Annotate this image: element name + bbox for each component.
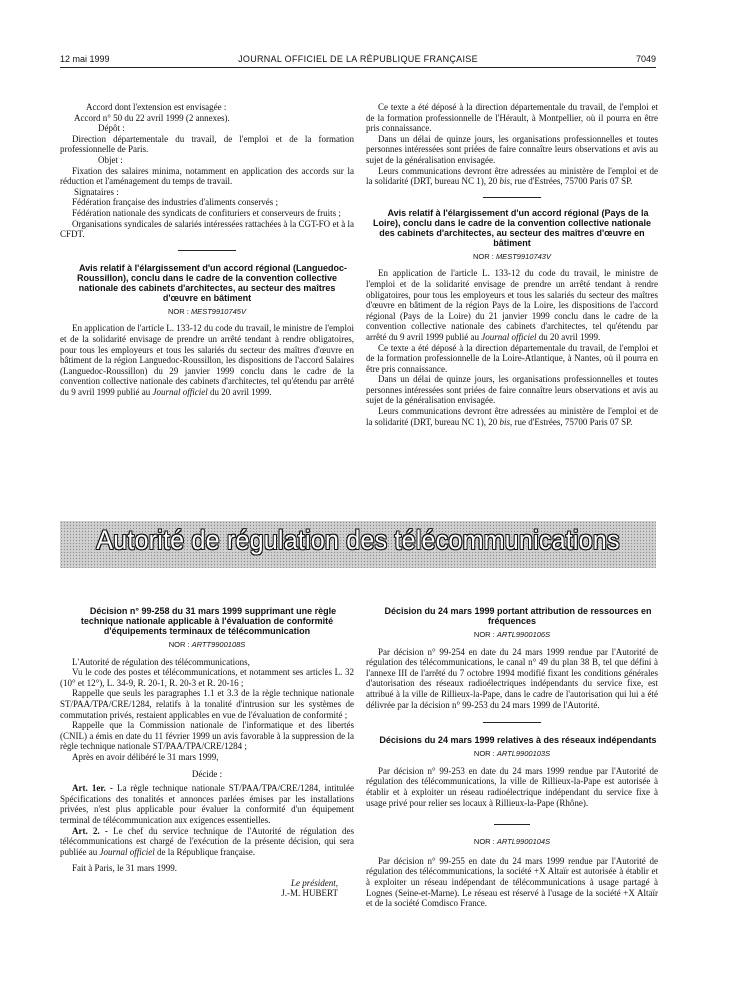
paragraph: En application de l'article L. 133-12 du code du travail, le ministre de l'emploi et de la solidarité envisage de prendre un arrêté tendant à rendre obligatoires, pour tous les employeurs et tous les salariés du secteur des maîtres d'œuvre en bâtiment de la région Pays de la Loire, les dispositions de l'accord régional (Pays de la Loire) du 21 janvier 1999 conclu dans le cadre de la convention collective nationale des cabinets d'architectes, tel qu'étendu par arrêté du 9 avril 1999 publié au Journal officiel du 20 avril 1999. <box>366 268 658 342</box>
nor-reference: NOR : ARTL9900103S <box>473 749 551 759</box>
paragraph: Fédération nationale des syndicats de confituriers et conserveurs de fruits ; <box>72 207 341 218</box>
decision-title: Décision n° 99-258 du 31 mars 1999 supprimant une règle technique nationale applicable à l'évaluation de conformité d'équipements terminaux de télécommunication <box>80 606 337 636</box>
nor-code: ARTL9900104S <box>496 837 551 847</box>
nor-reference: NOR : ARTL9900106S <box>473 630 551 639</box>
nor-code: ARTL9900103S <box>496 749 551 759</box>
nor-code: MEST9910745V <box>190 306 246 316</box>
right-bottom-column <box>366 606 658 909</box>
section-banner <box>60 521 656 568</box>
paragraph: Après en avoir délibéré le 31 mars 1999, <box>72 751 219 762</box>
nor-code: ARTL9900106S <box>496 630 551 639</box>
nor-reference: NOR : MEST9910743V <box>473 251 551 261</box>
paragraph: Fédération française des industries d'aliments conservés ; <box>72 197 279 208</box>
nor-reference: NOR : ARTT9900108S <box>168 640 246 649</box>
right-top-column <box>366 102 658 427</box>
paragraph: Accord dont l'extension est envisagée : <box>86 102 227 112</box>
decision-title: Décisions du 24 mars 1999 relatives à des réseaux indépendants <box>379 735 657 746</box>
paragraph: Ce texte a été déposé à la direction départementale du travail, de l'emploi et de la formation professionnelle de la Loire-Atlantique, à Nantes, où il pourra en être pris connaissance. <box>366 342 658 374</box>
paragraph: Par décision n° 99-254 en date du 24 mars 1999 rendue par l'Autorité de régulation des télécommunications, le canal n° 49 du plan 38 B, tel que défini à l'annexe III de l'arrêté du 7 octobre 1994 modifié fixant les conditions générales d'autorisation des réseaux radioélectriques indépendants du service fixe, est attribué à la ville de Rillieux-la-Pape, dans le cadre de l'autorisation qui lui a été délivrée par la décision n° 99-253 du 24 mars 1999 de l'Autorité. <box>366 646 658 710</box>
paragraph: Dans un délai de quinze jours, les organisations professionnelles et toutes personnes intéressées sont priées de faire connaître leurs observations et avis au sujet de la généralisation envisagée. <box>366 133 658 165</box>
nor-code: ARTT9900108S <box>191 640 246 649</box>
paragraph: En application de l'article L. 133-12 du code du travail, le ministre de l'emploi et de la solidarité envisage de prendre un arrêté tendant à rendre obligatoires, pour tous les employeurs et tous les salariés du secteur des maîtres d'œuvre en bâtiment de la région Languedoc-Roussillon, les dispositions de l'accord Salaires (Languedoc-Roussillon) du 29 janvier 1999 conclu dans le cadre de la convention collective nationale des cabinets d'architectes, tel qu'étendu par arrêté du 9 avril 1999 publié au Journal officiel du 20 avril 1999. <box>60 323 354 397</box>
paragraph: Dans un délai de quinze jours, les organisations professionnelles et toutes personnes intéressées sont priées de faire connaître leurs observations et avis au sujet de la généralisation envisagée. <box>366 374 658 406</box>
signature-place-date: Fait à Paris, le 31 mars 1999. <box>72 863 177 874</box>
paragraph: Signataires : <box>74 186 119 197</box>
paragraph: Rappelle que la Commission nationale de l'informatique et des libertés (CNIL) a émis en date du 11 février 1999 un avis favorable à la suppression de la règle technique nationale ST/PAA/TPA/CRE/1284 ; <box>60 720 354 752</box>
decision-title: Décision du 24 mars 1999 portant attribution de ressources en fréquences <box>384 606 652 626</box>
paragraph: Leurs communications devront être adressées au ministère de l'emploi et de la solidarité (DRT, bureau NC 1), 20 bis, rue d'Estrées, 75700 Paris 07 SP. <box>366 406 658 427</box>
decide-heading: Décide : <box>191 768 223 779</box>
separator <box>178 250 237 251</box>
paragraph: Ce texte a été déposé à la direction départementale du travail, de l'emploi et de la formation professionnelle de l'Hérault, à Montpellier, où il pourra en être pris connaissance. <box>366 102 658 134</box>
paragraph: Direction départementale du travail, de l'emploi et de la formation professionnelle de Paris. <box>60 133 354 155</box>
paragraph: Rappelle que seuls les paragraphes 1.1 et 3.3 de la règle technique nationale ST/PAA/TPA/CRE/1284, relatifs à la tonalité d'intrusion sur les systèmes de commutation privés, restaient applicables en vue de l'évaluation de conformité ; <box>60 688 354 720</box>
paragraph: Par décision n° 99-253 en date du 24 mars 1999 rendue par l'Autorité de régulation des télécommunications, la ville de Rillieux-la-Pape est autorisée à établir et à exploiter un réseau radioélectrique indépendant du service fixe à usage privé pour relier ses locaux à Rillieux-la-Pape (Rhône). <box>366 765 658 808</box>
header-rule <box>60 67 656 68</box>
separator <box>483 197 541 198</box>
separator <box>494 824 529 825</box>
nor-reference: NOR : MEST9910745V <box>168 306 246 316</box>
nor-reference: NOR : ARTL9900104S <box>473 837 551 847</box>
header-date: 12 mai 1999 <box>60 54 110 64</box>
paragraph: Accord n° 50 du 22 avril 1999 (2 annexes). <box>74 112 230 123</box>
paragraph: Leurs communications devront être adressées au ministère de l'emploi et de la solidarité (DRT, bureau NC 1), 20 bis, rue d'Estrées, 75700 Paris 07 SP. <box>366 165 658 187</box>
nor-code: MEST9910743V <box>495 251 551 261</box>
separator <box>483 722 541 723</box>
paragraph: Objet : <box>98 154 123 165</box>
paragraph: L'Autorité de régulation des télécommunications, <box>72 656 250 667</box>
header-page-number: 7049 <box>635 54 656 64</box>
paragraph: Vu le code des postes et télécommunications, et notamment ses articles L. 32 (10° et 12°), L. 34-9, R. 20-1, R. 20-3 et R. 20-16 ; <box>60 667 354 688</box>
signatory-name: J.-M. HUBERT <box>281 888 338 899</box>
left-top-column <box>60 102 354 397</box>
paragraph: Par décision n° 99-255 en date du 24 mars 1999 rendue par l'Autorité de régulation des télécommunications, la société +X Altaïr est autorisée à établir et à exploiter un réseau indépendant de télécommunications à usage partagé à Lognes (Seine-et-Marne). Le réseau est réservé à l'usage de la société +X Altaïr et de la société Comdisco France. <box>366 855 658 909</box>
section-banner-title: Autorité de régulation des télécommunications <box>96 525 620 555</box>
paragraph: Organisations syndicales de salariés intéressées rattachées à la CGT-FO et à la CFDT. <box>60 218 354 240</box>
header-journal-title: JOURNAL OFFICIEL DE LA RÉPUBLIQUE FRANÇAISE <box>238 54 478 64</box>
notice-title: Avis relatif à l'élargissement d'un accord régional (Pays de la Loire), conclu dans le cadre de la convention collective nationale des cabinets d'architectes, au secteur des maîtres d'œuvre en bâtiment <box>372 207 652 248</box>
notice-title: Avis relatif à l'élargissement d'un accord régional (Languedoc-Roussillon), conclu dans le cadre de la convention collective nationale des cabinets d'architectes, au secteur des maîtres d'œuvre en bâtiment <box>76 262 347 303</box>
paragraph: Fixation des salaires minima, notamment en application des accords sur la réduction et l'aménagement du temps de travail. <box>60 165 354 187</box>
article-2: Art. 2. - Le chef du service technique de l'Autorité de régulation des télécommunications est chargé de l'exécution de la présente décision, qui sera publiée au Journal officiel de la République française. <box>60 825 354 857</box>
left-bottom-column <box>60 606 354 899</box>
paragraph: Dépôt : <box>98 123 125 134</box>
article-1: Art. 1er. - La règle technique nationale ST/PAA/TPA/CRE/1284, intitulée Spécifications des tonalités et annonces parlées émises par les installations privées, n'est plus applicable pour évaluer la conformité d'un équipement terminal de télécommunication aux exigences essentielles. <box>60 783 354 825</box>
signatory-title: Le président, <box>291 877 338 888</box>
